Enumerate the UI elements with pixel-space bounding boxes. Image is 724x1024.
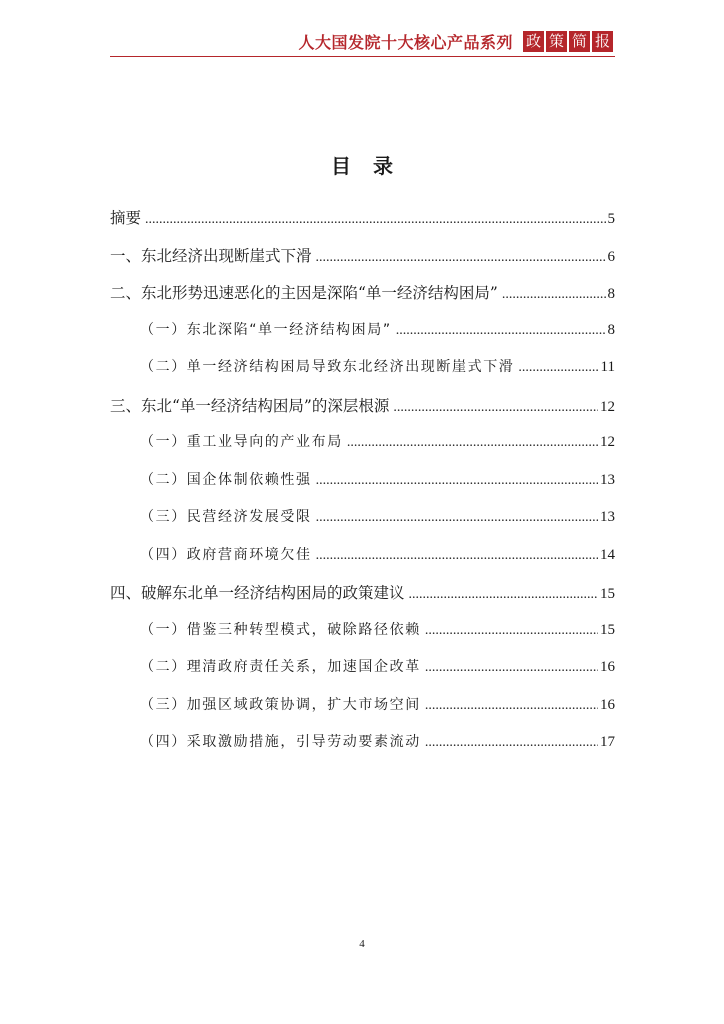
header-brand-char: 简: [569, 31, 590, 52]
toc-entry-subsection[interactable]: [110, 656, 615, 694]
header-brand-char: 策: [546, 31, 567, 52]
toc-dot-leader: [425, 735, 598, 751]
toc-entry-section[interactable]: [110, 581, 615, 619]
toc-entry-subsection[interactable]: [110, 619, 615, 657]
toc-entry-title: （四）采取激励措施，引导劳动要素流动: [140, 734, 421, 750]
toc-dot-leader: [425, 660, 598, 676]
toc-dot-leader: [316, 473, 598, 489]
toc-dot-leader: [425, 698, 598, 714]
toc-dot-leader: [316, 510, 598, 526]
toc-entry-title: （一）重工业导向的产业布局: [140, 434, 343, 450]
toc-entry-page: 13: [600, 509, 615, 525]
toc-entry-page: 16: [600, 659, 615, 675]
toc-entry-title: 摘要: [110, 209, 142, 227]
toc-entry-page: 15: [600, 586, 615, 602]
toc-dot-leader: [396, 323, 606, 339]
header-brand-char: 政: [523, 31, 544, 52]
toc-entry-page: 13: [600, 471, 615, 488]
toc-dot-leader: [316, 548, 598, 564]
toc-entry-title: 三、东北“单一经济结构困局”的深层根源: [110, 396, 390, 415]
toc-entry-page: 14: [600, 546, 615, 563]
header-brand-char: 报: [592, 31, 613, 52]
toc-entry-section[interactable]: [110, 244, 615, 282]
toc-dot-leader: [502, 287, 606, 303]
toc-dot-leader: [145, 212, 605, 228]
toc-entry-page: 8: [607, 321, 615, 338]
toc-entry-page: 12: [600, 398, 615, 415]
toc-entry-title: 二、东北形势迅速恶化的主因是深陷“单一经济结构困局”: [110, 284, 498, 302]
toc-entry-section[interactable]: [110, 281, 615, 319]
toc-entry-page: 16: [600, 696, 615, 713]
toc-entry-title: （二）单一经济结构困局导致东北经济出现断崖式下滑: [140, 359, 515, 375]
toc-entry-section[interactable]: [110, 206, 615, 244]
toc-entry-subsection[interactable]: [110, 356, 615, 394]
toc-entry-title: （一）借鉴三种转型模式，破除路径依赖: [140, 621, 421, 638]
toc-dot-leader: [393, 400, 598, 416]
toc-entry-subsection[interactable]: [110, 694, 615, 732]
header-series-title: 人大国发院十大核心产品系列: [298, 33, 513, 52]
toc-entry-title: （三）民营经济发展受限: [140, 509, 312, 525]
toc-entry-subsection[interactable]: [110, 544, 615, 582]
toc-entry-subsection[interactable]: [110, 319, 615, 357]
toc-dot-leader: [518, 360, 598, 376]
header-brand-boxes: [523, 31, 613, 52]
toc-entry-page: 6: [607, 248, 615, 265]
toc-entry-title: （一）东北深陷“单一经济结构困局”: [140, 321, 392, 338]
toc-entry-title: 一、东北经济出现断崖式下滑: [110, 246, 312, 265]
toc-entry-title: 四、破解东北单一经济结构困局的政策建议: [110, 584, 405, 602]
header-title-group: [298, 30, 613, 53]
toc-entry-page: 11: [600, 359, 615, 375]
toc-entry-subsection[interactable]: [110, 431, 615, 469]
toc-title: 目录: [331, 154, 415, 178]
toc-dot-leader: [316, 250, 606, 266]
toc-entry-section[interactable]: [110, 394, 615, 432]
toc-entry-subsection[interactable]: [110, 731, 615, 769]
toc-entry-page: 12: [600, 434, 615, 450]
toc-entry-title: （四）政府营商环境欠佳: [140, 546, 312, 563]
toc-entry-page: 8: [607, 286, 615, 302]
page-header: [110, 28, 615, 57]
toc-entry-page: 5: [607, 211, 615, 227]
toc-entry-page: 15: [600, 621, 615, 638]
toc-entry-title: （二）国企体制依赖性强: [140, 471, 312, 488]
toc-dot-leader: [425, 623, 598, 639]
toc-entry-title: （三）加强区域政策协调，扩大市场空间: [140, 696, 421, 713]
toc-dot-leader: [409, 587, 598, 603]
page-number: 4: [359, 938, 365, 950]
toc-dot-leader: [347, 435, 598, 451]
toc-entry-subsection[interactable]: [110, 506, 615, 544]
toc-entry-title: （二）理清政府责任关系，加速国企改革: [140, 659, 421, 675]
toc-entry-subsection[interactable]: [110, 469, 615, 507]
toc-entry-page: 17: [600, 734, 615, 750]
table-of-contents: [110, 206, 615, 769]
